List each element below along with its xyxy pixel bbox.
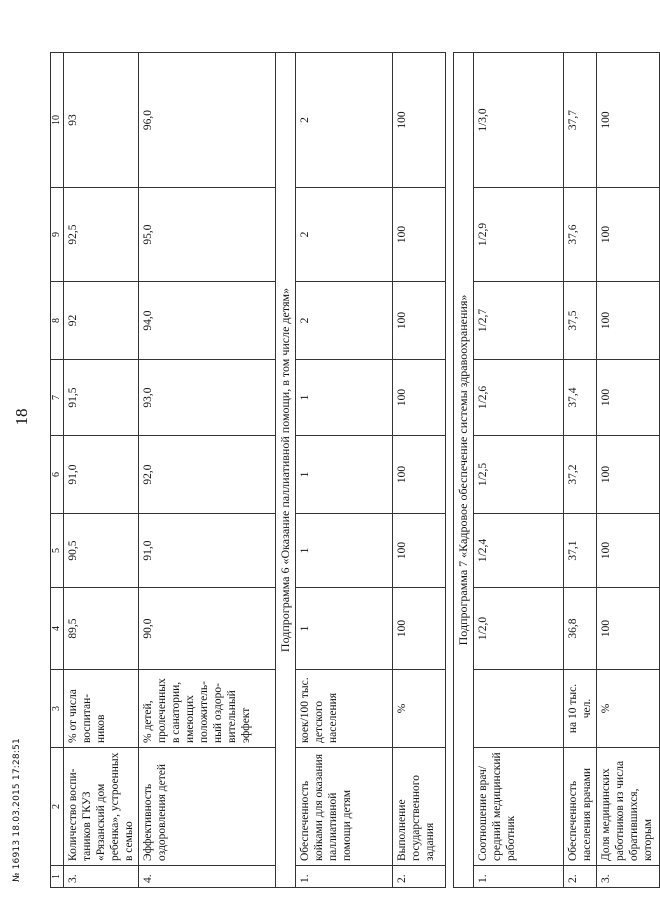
value-cell: 1/3,0 bbox=[473, 53, 563, 188]
value-cell: 90,0 bbox=[139, 588, 276, 670]
value-cell: 100 bbox=[392, 53, 445, 188]
table-row bbox=[563, 53, 596, 888]
value-cell: 36,8 bbox=[563, 588, 596, 670]
row-number: 3. bbox=[64, 866, 139, 888]
row-number: 2. bbox=[563, 866, 596, 888]
value-cell: 90,5 bbox=[64, 514, 139, 588]
value-cell: 100 bbox=[596, 436, 659, 514]
indicator-name: Обеспеченность населения врачами bbox=[563, 748, 596, 866]
value-cell: 1/2,4 bbox=[473, 514, 563, 588]
value-cell: 92,0 bbox=[139, 436, 276, 514]
table-row bbox=[473, 53, 563, 888]
value-cell: 2 bbox=[295, 282, 392, 360]
indicator-name: Доля медицинских работников из числа обратившихся, которым bbox=[596, 748, 659, 866]
row-number: 2. bbox=[392, 866, 445, 888]
table-row bbox=[392, 53, 445, 888]
column-numbers-row bbox=[51, 53, 64, 888]
unit-cell: % от числа воспитан-ников bbox=[64, 670, 139, 748]
value-cell: 100 bbox=[392, 188, 445, 282]
value-cell: 37,7 bbox=[563, 53, 596, 188]
value-cell: 37,2 bbox=[563, 436, 596, 514]
page-number-text: 18 bbox=[12, 408, 31, 426]
value-cell: 93 bbox=[64, 53, 139, 188]
value-cell: 100 bbox=[596, 53, 659, 188]
value-cell: 2 bbox=[295, 188, 392, 282]
unit-cell bbox=[473, 670, 563, 748]
row-number: 3. bbox=[596, 866, 659, 888]
unit-cell: % bbox=[392, 670, 445, 748]
indicator-name: Обеспеченность койками для оказания паллиативной помощи детям bbox=[295, 748, 392, 866]
value-cell: 100 bbox=[596, 514, 659, 588]
column-number: 5 bbox=[51, 514, 64, 588]
value-cell: 1/2,7 bbox=[473, 282, 563, 360]
column-number: 6 bbox=[51, 436, 64, 514]
column-number: 4 bbox=[51, 588, 64, 670]
value-cell: 91,0 bbox=[64, 436, 139, 514]
value-cell: 95,0 bbox=[139, 188, 276, 282]
value-cell: 89,5 bbox=[64, 588, 139, 670]
indicators-table bbox=[50, 52, 660, 888]
stamp-content bbox=[6, 738, 28, 888]
column-number: 1 bbox=[51, 866, 64, 888]
value-cell: 92 bbox=[64, 282, 139, 360]
value-cell: 100 bbox=[392, 588, 445, 670]
value-cell: 100 bbox=[596, 588, 659, 670]
row-number: 4. bbox=[139, 866, 276, 888]
gap-cell bbox=[445, 53, 453, 888]
value-cell: 1/2,0 bbox=[473, 588, 563, 670]
table-row bbox=[596, 53, 659, 888]
section-title-row bbox=[276, 53, 296, 888]
unit-cell: % детей, пролеченных в санатории, имеющих положитель-ный оздоро-вительный эффект bbox=[139, 670, 276, 748]
value-cell: 37,6 bbox=[563, 188, 596, 282]
table-gap bbox=[445, 53, 453, 888]
value-cell: 92,5 bbox=[64, 188, 139, 282]
registration-number: № 16913 18.03.2015 17:28:51 bbox=[12, 738, 22, 882]
value-cell: 1 bbox=[295, 514, 392, 588]
value-cell: 93,0 bbox=[139, 360, 276, 436]
registration-stamp bbox=[6, 738, 28, 888]
value-cell: 100 bbox=[392, 514, 445, 588]
value-cell: 1/2,6 bbox=[473, 360, 563, 436]
unit-cell: % bbox=[596, 670, 659, 748]
page-number bbox=[12, 402, 32, 432]
value-cell: 37,4 bbox=[563, 360, 596, 436]
indicator-name: Выполнение государственного задания bbox=[392, 748, 445, 866]
row-number: 1. bbox=[473, 866, 563, 888]
table-row bbox=[295, 53, 392, 888]
rotated-page-content bbox=[50, 53, 654, 888]
value-cell: 100 bbox=[596, 188, 659, 282]
column-number: 3 bbox=[51, 670, 64, 748]
value-cell: 91,5 bbox=[64, 360, 139, 436]
value-cell: 100 bbox=[392, 360, 445, 436]
value-cell: 100 bbox=[596, 282, 659, 360]
value-cell: 37,1 bbox=[563, 514, 596, 588]
indicator-name: Соотношение врач/средний медицинский работник bbox=[473, 748, 563, 866]
unit-cell: на 10 тыс. чел. bbox=[563, 670, 596, 748]
column-number: 8 bbox=[51, 282, 64, 360]
section-title-row bbox=[453, 53, 473, 888]
value-cell: 1 bbox=[295, 588, 392, 670]
value-cell: 91,0 bbox=[139, 514, 276, 588]
value-cell: 37,5 bbox=[563, 282, 596, 360]
section-title: Подпрограмма 7 «Кадровое обеспечение системы здравоохранения» bbox=[453, 53, 473, 888]
value-cell: 1 bbox=[295, 436, 392, 514]
column-number: 10 bbox=[51, 53, 64, 188]
value-cell: 1/2,5 bbox=[473, 436, 563, 514]
value-cell: 1/2,9 bbox=[473, 188, 563, 282]
table-row bbox=[139, 53, 276, 888]
value-cell: 100 bbox=[392, 436, 445, 514]
column-number: 2 bbox=[51, 748, 64, 866]
value-cell: 2 bbox=[295, 53, 392, 188]
value-cell: 100 bbox=[596, 360, 659, 436]
section-title: Подпрограмма 6 «Оказание паллиативной помощи, в том числе детям» bbox=[276, 53, 296, 888]
value-cell: 100 bbox=[392, 282, 445, 360]
table-row bbox=[64, 53, 139, 888]
indicator-name: Количество воспи-таников ГКУЗ «Рязанский дом ребенка», устроенных в семью bbox=[64, 748, 139, 866]
indicator-name: Эффективность оздоровления детей bbox=[139, 748, 276, 866]
row-number: 1. bbox=[295, 866, 392, 888]
value-cell: 1 bbox=[295, 360, 392, 436]
value-cell: 94,0 bbox=[139, 282, 276, 360]
column-number: 9 bbox=[51, 188, 64, 282]
unit-cell: коек/100 тыс. детского населения bbox=[295, 670, 392, 748]
value-cell: 96,0 bbox=[139, 53, 276, 188]
column-number: 7 bbox=[51, 360, 64, 436]
